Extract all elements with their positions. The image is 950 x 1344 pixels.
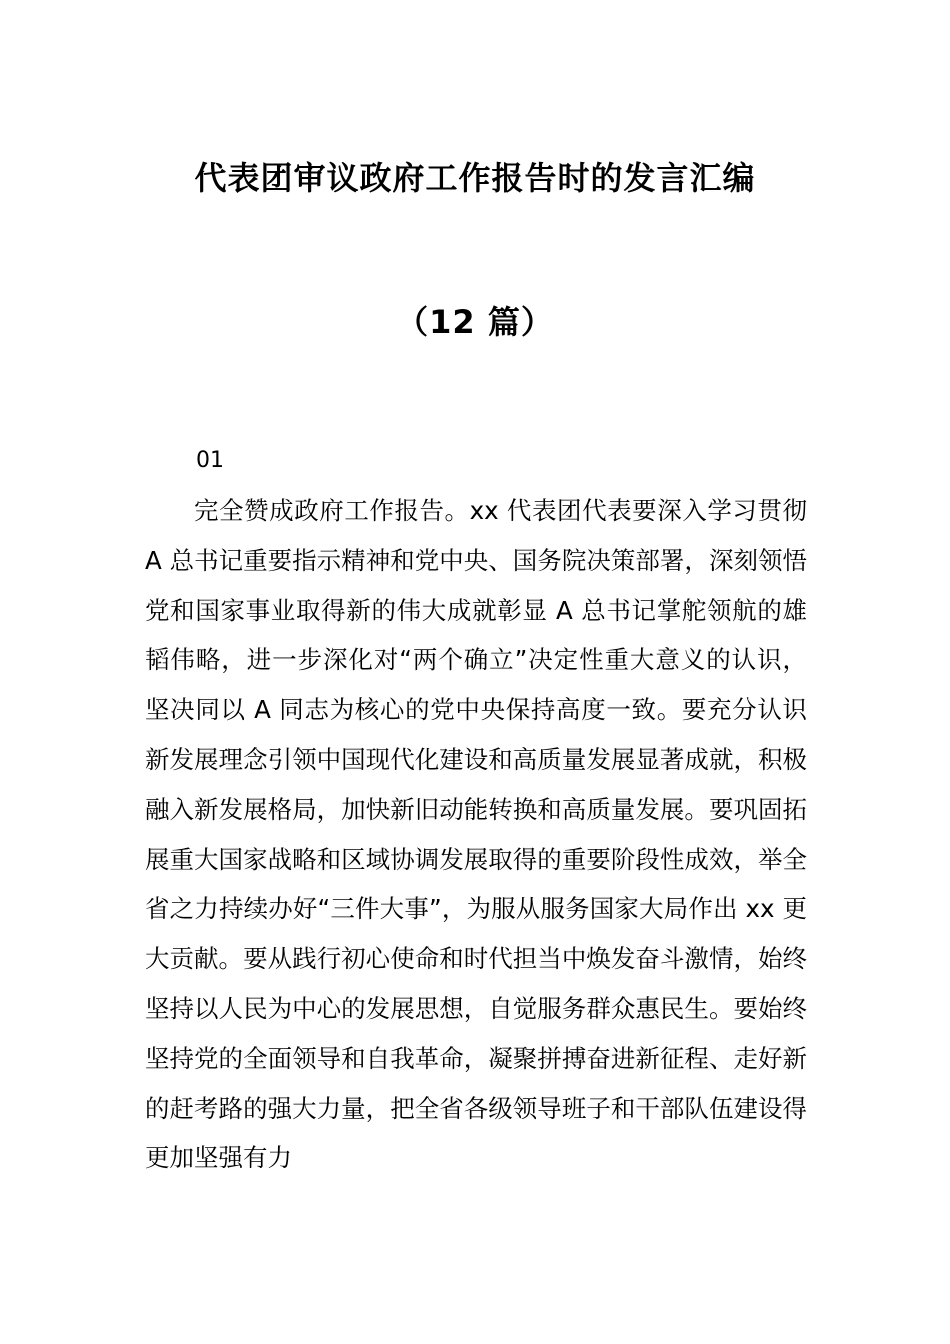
document-subtitle: （12 篇） xyxy=(396,303,554,341)
section-number: 01 xyxy=(196,448,224,473)
document-title: 代表团审议政府工作报告时的发言汇编 xyxy=(194,159,756,197)
body-paragraph: 完全赞成政府工作报告。xx 代表团代表要深入学习贯彻 A 总书记重要指示精神和党中央、国务院决策部署，深刻领悟党和国家事业取得新的伟大成就彰显 A 总书记掌舵领航的雄韬伟略，进一步深化对“两个确立”决定性重大意义的认识，坚决同以 A 同志为核心的党中央保持高度一致。要充分认识新发展理念引领中国现代化建设和高质量发展显著成就，积极融入新发展格局，加快新旧动能转换和高质量发展。要巩固拓展重大国家战略和区域协调发展取得的重要阶段性成效，举全省之力持续办好“三件大事”，为服从服务国家大局作出 xx 更大贡献。要从践行初心使命和时代担当中焕发奋斗激情，始终坚持以人民为中心的发展思想，自觉服务群众惠民生。要始终坚持党的全面领导和自我革命，凝聚拼搏奋进新征程、走好新的赶考路的强大力量，把全省各级领导班子和干部队伍建设得更加坚强有力 xyxy=(145,496,807,1173)
